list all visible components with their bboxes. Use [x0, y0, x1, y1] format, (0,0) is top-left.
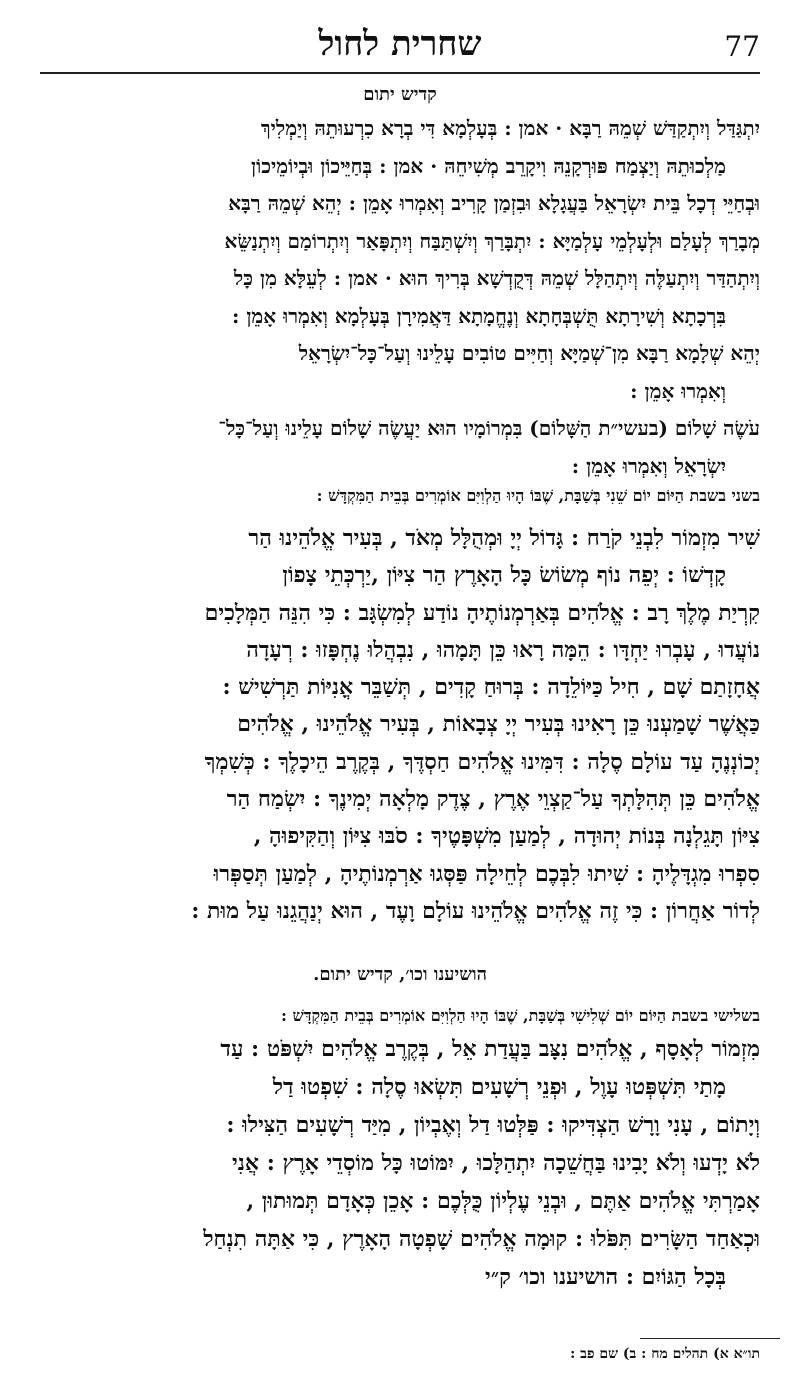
text-line: נוֹעֲדוּ , עָבְרוּ יַחְדָּו : הֵמָּה רָאוּ כֵּן תָּמָהוּ , נִבְהֲלוּ נֶחְפָּזוּ : רְעָדָה: [246, 636, 760, 663]
text-line: אֱלֹהִים כֵּן תְּהִלָּתְךָ עַל־קַצְוֵי אֶרֶץ , צֶדֶק מָלְאָה יְמִינֶךָ : יִשְׂמַח הַר: [226, 786, 760, 813]
text-line: קָדְשׁוֹ : יְפֵה נוֹף מְשׂוֹשׂ כָּל הָאָרֶץ הַר צִיּוֹן ,יַרְכְּתֵי צָפוֹן: [282, 562, 726, 589]
tuesday-caption: בשלישי בשבת הַיּוֹם יוֹם שְׁלִישִׁי בְּשַׁבָּת, שֶׁבּוֹ הָיוּ הַלְוִיִּם אוֹמְרִים בְּבֵית הַמִּקְדָּשׁ :: [281, 1006, 760, 1025]
text-line: וְיִתְהַדַּר וְיִתְעַלֶּה וְיִתְהַלָּל שְׁמֵהּ דְּקֻדְשָׁא בְּרִיךְ הוּא · אמן : לְעֵלָּא מִן כָּל: [233, 266, 760, 290]
text-line: מָתַי תִּשְׁפְּטוּ עָוֶל , וּפְנֵי רְשָׁעִים תִּשְׂאוּ סֶלָה : שִׁפְטוּ דַל: [272, 1074, 726, 1100]
page-title: שחרית לחול: [318, 24, 482, 64]
text-line: וְיָתוֹם , עָנִי וָרָשׁ הַצְדִּיקוּ : פַּלְּטוּ דַל וְאֶבְיוֹן , מִיַּד רְשָׁעִים הַצִּילוּ :: [226, 1112, 760, 1138]
page-number: 77: [724, 30, 760, 63]
text-line: עֹשֶׂה שָׁלוֹם (בעשי״ת הַשָּׁלוֹם) בִּמְרוֹמָיו הוּא יַעֲשֶׂה שָׁלוֹם עָלֵינוּ וְעַל־כָּל־: [218, 416, 760, 440]
text-line: וּבְחַיֵּי דְכָל בֵּית יִשְׂרָאֵל בַּעֲגָלָא וּבִזְמַן קָרִיב וְאִמְרוּ אָמֵן : יְהֵא שְׁמֵהּ רַבָּא: [228, 191, 760, 215]
footnote-divider: [640, 1338, 780, 1339]
monday-psalm: [40, 520, 760, 930]
monday-closing: הושיענו וכו׳, קדיש יתום.: [313, 964, 487, 985]
text-line: קִרְיַת מֶלֶךְ רָב : אֱלֹהִים בְּאַרְמְנוֹתֶיהָ נוֹדַע לְמִשְׂגָּב : כִּי הִנֵּה הַמְּלָכִים: [204, 599, 760, 626]
text-line: בִּרְכָתָא וְשִׁירָתָא תֻּשְׁבְּחָתָא וְנֶחֱמָתָא דַּאֲמִירָן בְּעָלְמָא וְאִמְרוּ אָמֵן :: [231, 303, 726, 328]
text-line: מַלְכוּתֵהּ וְיַצְמַח פּוּרְקָנֵהּ וִיקָרֵב מְשִׁיחֵהּ · אמן : בְּחַיֵּיכוֹן וּבְיוֹמֵיכוֹן: [251, 153, 726, 178]
text-line: יְהֵא שְׁלָמָא רַבָּא מִן־שְׁמַיָּא וְחַיִּים טוֹבִים עָלֵינוּ וְעַל־כָּל־יִשְׂרָאֵל: [298, 341, 760, 365]
text-line: יִתְגַּדַּל וְיִתְקַדַּשׁ שְׁמֵהּ רַבָּא · אמן : בְּעָלְמָא דִּי בְרָא כִרְעוּתֵהּ וְיַמְלִיךְ: [260, 116, 760, 140]
text-line: וּכְאַחַד הַשָּׂרִים תִּפֹּלוּ : קוּמָה אֱלֹהִים שָׁפְטָה הָאָרֶץ , כִּי אַתָּה תִנְחַל: [203, 1226, 760, 1252]
text-line: לֹא יָדְעוּ וְלֹא יָבִינוּ בַּחֲשֵׁכָה יִתְהַלָּכוּ , יִמּוֹטוּ כָּל מוֹסְדֵי אָרֶץ : אֲנִי: [232, 1150, 760, 1176]
page-header: [40, 22, 760, 74]
text-line: יִשְׂרָאֵל וְאִמְרוּ אָמֵן :: [571, 453, 726, 478]
text-line: כַּאֲשֶׁר שָׁמַעְנוּ כֵּן רָאִינוּ בְּעִיר יְיָ צְבָאוֹת , בְּעִיר אֱלֹהֵינוּ , אֱלֹהִים: [237, 711, 760, 738]
text-line: מְבָרַךְ לְעָלַם וּלְעָלְמֵי עָלְמַיָּא : יִתְבָּרַךְ וְיִשְׁתַּבַּח וְיִתְפָּאַר וְיִתְרוֹמַם וְיִתְנַשֵּׂא: [224, 228, 760, 253]
text-line: שִׁיר מִזְמוֹר לִבְנֵי קֹרַח : גָּדוֹל יְיָ וּמְהֻלָּל מְאֹד , בְּעִיר אֱלֹהֵינוּ הַר: [248, 525, 760, 551]
text-line: בְּכָל הַגּוֹיִם : הושיענו וכו׳ ק״י: [485, 1264, 726, 1290]
kaddish-text: [40, 110, 760, 485]
text-line: צִיּוֹן תָּגֵלְנָה בְּנוֹת יְהוּדָה , לְמַעַן מִשְׁפָּטֶיךָ : סֹבּוּ צִיּוֹן וְהַקִּיפוּהָ ,: [253, 823, 760, 850]
footnote: תו״א א) תהלים מח : ב) שם פב :: [570, 1346, 760, 1362]
tuesday-psalm: [40, 1030, 760, 1296]
text-line: אֲחָזָתַם שָׁם , חִיל כַּיּוֹלֵדָה : בְּרוּחַ קָדִים , תְּשַׁבֵּר אֳנִיּוֹת תַּרְשִׁישׁ :: [222, 674, 760, 701]
text-line: סִפְרוּ מִגְדָּלֶיהָ : שִׁיתוּ לִבְּכֶם לְחֵילָה פַּסְּגוּ אַרְמְנוֹתֶיהָ , לְמַעַן תְּסַפְּרוּ: [213, 860, 760, 887]
monday-caption: בשני בשבת הַיּוֹם יוֹם שֵׁנִי בְּשַׁבָּת, שֶׁבּוֹ הָיוּ הַלְוִיִּם אוֹמְרִים בְּבֵית הַמִּקְדָּשׁ :: [316, 486, 760, 505]
text-line: אָמַרְתִּי אֱלֹהִים אַתֶּם , וּבְנֵי עֶלְיוֹן כֻּלְּכֶם : אָכֵן כְּאָדָם תְּמוּתוּן ,: [246, 1188, 760, 1214]
text-line: מִזְמוֹר לְאָסָף , אֱלֹהִים נִצָּב בַּעֲדַת אֵל , בְּקֶרֶב אֱלֹהִים יִשְׁפֹּט : עַד: [220, 1036, 760, 1062]
kaddish-title: קדיש יתום: [363, 84, 437, 105]
text-line: יְכוֹנְנֶהָ עַד עוֹלָם סֶלָה : דִּמִּינוּ אֱלֹהִים חַסְדֶּךָ , בְּקֶרֶב הֵיכָלֶךָ : כְּשִׁמְךָ: [204, 748, 760, 775]
text-line: וְאִמְרוּ אָמֵן :: [630, 378, 726, 403]
text-line: לְדוֹר אַחֲרוֹן : כִּי זֶה אֱלֹהִים אֱלֹהֵינוּ עוֹלָם וָעֶד , הוּא יְנַהֲגֵנוּ עַל מוּת :: [191, 897, 760, 924]
